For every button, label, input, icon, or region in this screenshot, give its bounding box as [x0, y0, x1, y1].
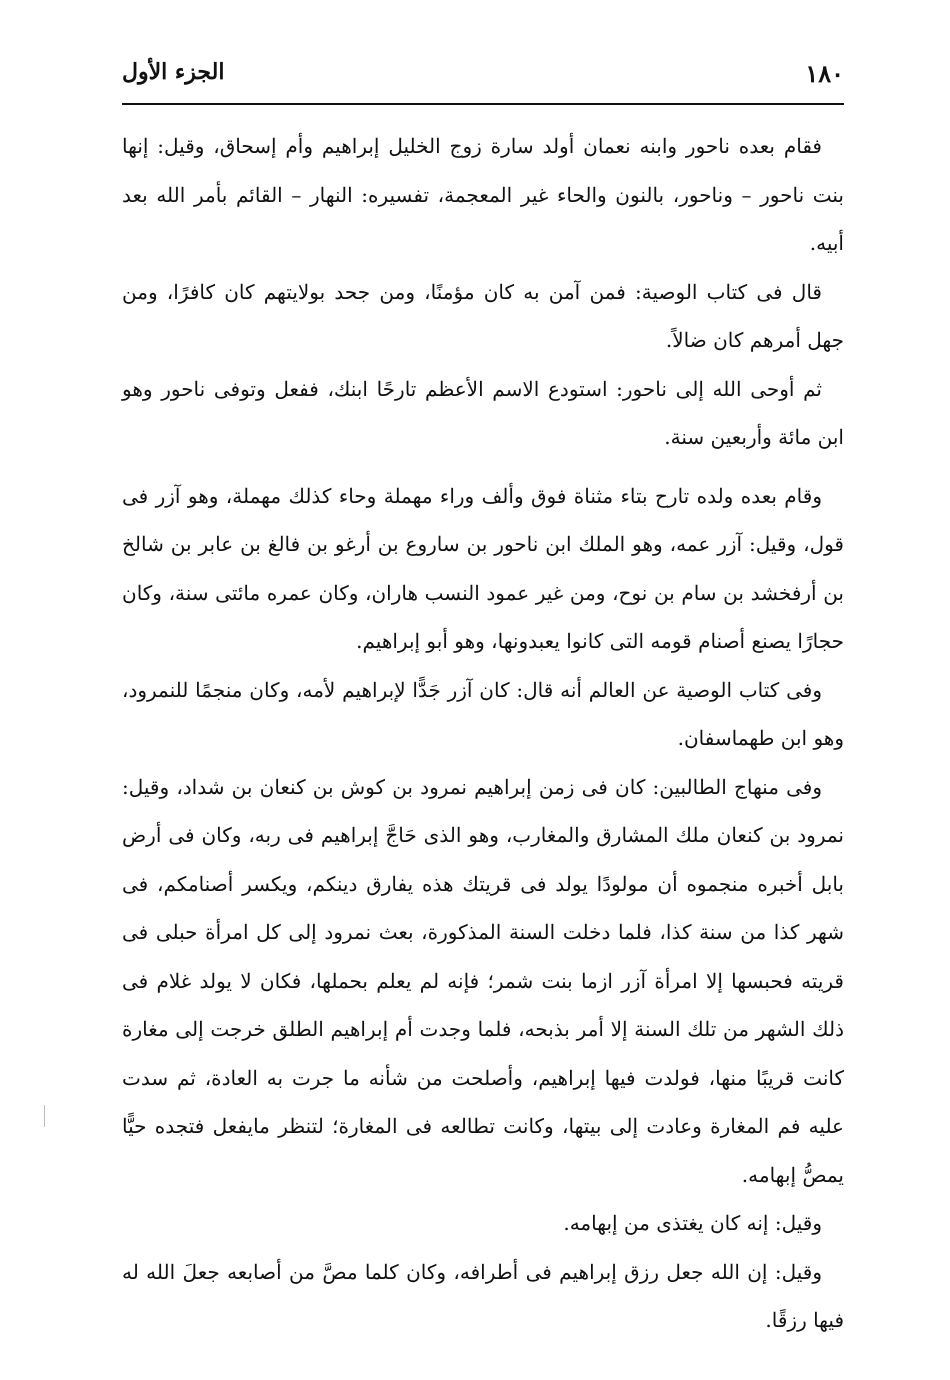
paragraph: وفى منهاج الطالبين: كان فى زمن إبراهيم نمرود بن كوش بن كنعان بن شداد، وقيل: نمرود بن كنعان ملك المشارق والمغارب، وهو الذى حَاجَّ إبراهيم فى ربه، وكان فى أرض بابل أخبره منجموه أن مولودًا يولد فى قريتك هذه يفارق دينكم، ويكسر أصنامكم، فى شهر كذا من سنة كذا، فلما دخلت السنة المذكورة، بعث نمرود إلى كل امرأة حبلى فى قريته فحبسها إلا امرأة آزر ازما بنت شمر؛ فإنه لم يعلم بحملها، فكان لا يولد غلام فى ذلك الشهر من تلك السنة إلا أمر بذبحه، فلما وجدت أم إبراهيم الطلق خرجت إلى مغارة كانت قريبًا منها، فولدت فيها إبراهيم، وأصلحت من شأنه ما جرت به العادة، ثم سدت عليه فم المغارة وعادت إلى بيتها، وكانت تطالعه فى المغارة؛ لتنظر مايفعل فتجده حيًّا يمصُّ إبهامه. — [122, 774, 844, 1187]
body-text — [122, 122, 844, 1345]
paragraph: ثم أوحى الله إلى ناحور: استودع الاسم الأعظم تارحًا ابنك، ففعل وتوفى ناحور وهو ابن مائة وأربعين سنة. — [122, 376, 844, 449]
page-header — [122, 55, 844, 105]
paragraph: قال فى كتاب الوصية: فمن آمن به كان مؤمنًا، ومن جحد بولايتهم كان كافرًا، ومن جهل أمرهم كان ضالاً. — [122, 279, 844, 352]
page-number: ١٨٠ — [805, 59, 844, 88]
running-head: الجزء الأول — [122, 59, 225, 85]
scan-artifact — [44, 1105, 45, 1127]
paragraph: وفى كتاب الوصية عن العالم أنه قال: كان آزر جَدًّا لإبراهيم لأمه، وكان منجمًا للنمرود، وهو ابن طهماسفان. — [122, 677, 844, 750]
paragraph: فقام بعده ناحور وابنه نعمان أولد سارة زوج الخليل إبراهيم وأم إسحاق، وقيل: إنها بنت ناحور – وناحور، بالنون والحاء غير المعجمة، تفسيره: النهار – القائم بأمر الله بعد أبيه. — [122, 134, 844, 255]
paragraph: وقيل: إنه كان يغتذى من إبهامه. — [563, 1211, 822, 1235]
paragraph: وقيل: إن الله جعل رزق إبراهيم فى أطرافه، وكان كلما مصَّ من أصابعه جعلَ الله له فيها رزقًا. — [122, 1259, 844, 1332]
paragraph: وقام بعده ولده تارح بتاء مثناة فوق وألف وراء مهملة وحاء كذلك مهملة، وهو آزر فى قول، وقيل: آزر عمه، وهو الملك ابن ناحور بن ساروع بن أرغو بن فالغ بن عابر بن شالخ بن أرفخشد بن سام بن نوح، ومن غير عمود النسب هاران، وكان عمره مائتى سنة، وكان حجارًا يصنع أصنام قومه التى كانوا يعبدونها، وهو أبو إبراهيم. — [122, 483, 844, 653]
